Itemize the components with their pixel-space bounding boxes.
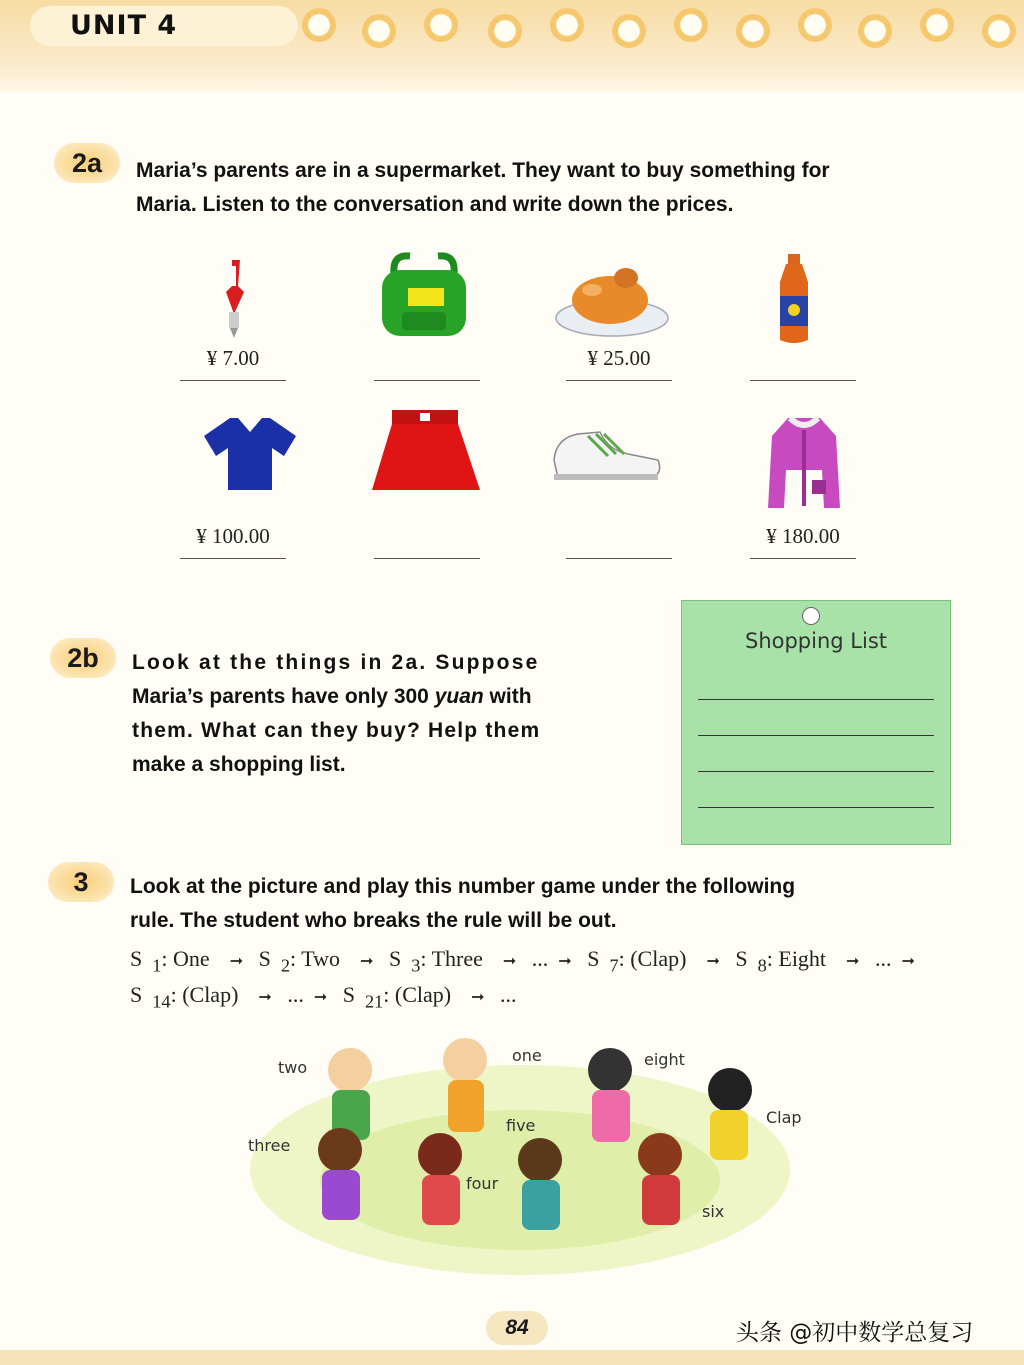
shopping-list-title: Shopping List	[744, 629, 887, 653]
section-badge-3: 3	[48, 862, 114, 902]
decorative-dot-icon	[920, 8, 954, 42]
price-label: ¥ 25.00	[587, 346, 651, 370]
yuan-emphasis: yuan	[434, 685, 484, 708]
instruction-2b-line4: make a shopping list.	[132, 753, 346, 776]
roast-chicken-icon	[552, 256, 672, 340]
jacket-icon	[764, 410, 844, 518]
instruction-2b-line2: Maria’s parents have only 300 yuan with	[132, 685, 532, 708]
price-answer-line[interactable]	[566, 558, 672, 559]
shopping-list-card	[681, 600, 951, 845]
decorative-dot-icon	[302, 8, 336, 42]
kid-label-clap: Clap	[766, 1108, 802, 1127]
kid-label-one: one	[512, 1046, 542, 1065]
kid-label-four: four	[466, 1174, 499, 1193]
hole-icon	[802, 607, 820, 625]
price-label: ¥ 100.00	[196, 524, 270, 548]
bottom-band	[0, 1350, 1024, 1365]
decorative-dot-icon	[488, 14, 522, 48]
pen-icon	[214, 256, 254, 340]
kid-label-two: two	[278, 1058, 308, 1077]
shopping-list-line[interactable]	[698, 807, 934, 808]
price-answer-line[interactable]	[374, 558, 480, 559]
price-answer-line[interactable]	[374, 380, 480, 381]
rule-row-2: S $_{14}$: (Clap) ➞ ... ➞ S $_{21}$: (Clap) ➞ ...	[130, 982, 517, 1012]
decorative-dot-icon	[798, 8, 832, 42]
watermark: 头条 @初中数学总复习	[736, 1320, 974, 1346]
decorative-dot-icon	[362, 14, 396, 48]
section-badge-2a: 2a	[54, 143, 120, 183]
decorative-dot-icon	[858, 14, 892, 48]
price-answer-line	[750, 558, 856, 559]
kid-label-five: five	[506, 1116, 536, 1135]
t-shirt-icon	[200, 412, 300, 492]
page-number: 84	[486, 1311, 548, 1345]
decorative-dot-icon	[612, 14, 646, 48]
price-answer-line	[566, 380, 672, 381]
kid-label-eight: eight	[644, 1050, 685, 1069]
kid-label-three: three	[248, 1136, 291, 1155]
shopping-list-line[interactable]	[698, 699, 934, 700]
skirt-icon	[370, 408, 482, 496]
kids-circle-illustration	[240, 1030, 800, 1280]
section-badge-2b: 2b	[50, 638, 116, 678]
price-label: ¥ 180.00	[766, 524, 840, 548]
price-answer-line	[180, 558, 286, 559]
sneakers-icon	[548, 420, 666, 484]
instruction-2a-line1: Maria’s parents are in a supermarket. They want to buy something for	[136, 159, 830, 182]
unit-label: UNIT 4	[70, 10, 178, 41]
kid-label-six: six	[702, 1202, 725, 1221]
instruction-2b-line1: Look at the things in 2a. Suppose	[132, 651, 540, 674]
rule-row-1: S $_1$: One ➞ S $_2$: Two ➞ S $_3$: Three ➞ ... ➞ S $_7$: (Clap) ➞ S $_8$: Eight ➞ ... ➞	[130, 946, 915, 976]
decorative-dot-icon	[550, 8, 584, 42]
price-answer-line[interactable]	[750, 380, 856, 381]
decorative-dot-icon	[736, 14, 770, 48]
schoolbag-icon	[372, 252, 476, 342]
instruction-2a-line2: Maria. Listen to the conversation and write down the prices.	[136, 193, 734, 216]
decorative-dot-icon	[674, 8, 708, 42]
price-label: ¥ 7.00	[206, 346, 260, 370]
shopping-list-line[interactable]	[698, 735, 934, 736]
instruction-3-line1: Look at the picture and play this number game under the following	[130, 875, 796, 898]
juice-bottle-icon	[772, 252, 816, 346]
price-answer-line	[180, 380, 286, 381]
instruction-3-line2: rule. The student who breaks the rule will be out.	[130, 909, 617, 932]
instruction-2b-line3: them. What can they buy? Help them	[132, 719, 541, 742]
shopping-list-line[interactable]	[698, 771, 934, 772]
decorative-dot-icon	[982, 14, 1016, 48]
decorative-dot-icon	[424, 8, 458, 42]
